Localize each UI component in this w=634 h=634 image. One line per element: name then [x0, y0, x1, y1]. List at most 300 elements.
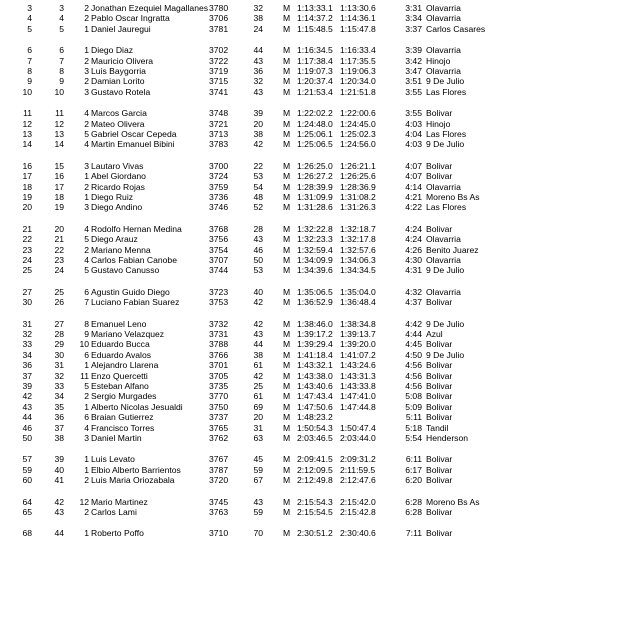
runner-city: Olavarria	[426, 234, 461, 245]
gun-time: 1:26:27.2	[297, 171, 333, 182]
result-row	[0, 297, 634, 308]
runner-name: Damian Lorito	[91, 76, 145, 87]
runner-sex: M	[283, 370, 291, 381]
pace: 3:37	[405, 23, 422, 34]
pace: 3:34	[405, 13, 422, 24]
runner-age: 38	[253, 13, 263, 24]
net-time: 1:50:47.4	[340, 422, 376, 433]
overall-position: 25	[22, 265, 32, 276]
gender-position: 13	[54, 129, 64, 139]
result-row	[0, 24, 634, 35]
runner-sex: M	[283, 244, 291, 255]
net-time: 1:32:57.6	[340, 244, 376, 255]
runner-city: Tandil	[426, 422, 449, 433]
runner-city: Bolivar	[426, 412, 453, 423]
runner-name: Jonathan Ezequiel Magallanes	[91, 3, 209, 13]
runner-sex: M	[283, 360, 291, 371]
runner-city: Henderson	[426, 433, 469, 443]
bib-number: 3710	[209, 528, 229, 539]
pace: 3:51	[405, 76, 422, 87]
category-position: 2	[84, 475, 89, 486]
net-time: 1:22:00.6	[340, 108, 376, 119]
net-time: 1:13:30.6	[340, 3, 376, 13]
gun-time: 1:16:34.5	[297, 45, 333, 56]
bib-number: 3715	[209, 76, 229, 87]
category-position: 2	[84, 181, 89, 192]
category-position: 4	[84, 108, 89, 119]
runner-city: Bolivar	[426, 507, 453, 517]
gun-time: 1:43:40.6	[297, 381, 333, 391]
category-position: 7	[84, 297, 89, 308]
runner-age: 38	[253, 129, 263, 139]
runner-city: 9 De Julio	[426, 318, 465, 329]
gun-time: 1:34:09.9	[297, 255, 333, 265]
runner-age: 69	[253, 401, 263, 412]
runner-name: Diego Ruiz	[91, 192, 134, 202]
net-time: 1:36:48.4	[340, 297, 376, 308]
category-position: 1	[84, 454, 89, 465]
pace: 4:30	[405, 255, 422, 265]
net-time: 2:12:47.6	[340, 475, 376, 486]
category-position: 8	[84, 318, 89, 329]
runner-sex: M	[283, 160, 291, 171]
result-row	[0, 171, 634, 182]
net-time: 1:47:41.0	[340, 391, 376, 402]
bib-number: 3765	[209, 422, 229, 433]
gun-time: 1:35:06.5	[297, 286, 333, 297]
result-row	[0, 192, 634, 203]
gender-position: 25	[54, 286, 64, 297]
result-row	[0, 371, 634, 382]
category-position: 5	[84, 234, 89, 245]
runner-sex: M	[283, 475, 291, 486]
runner-city: 9 De Julio	[426, 139, 465, 150]
gender-position: 24	[54, 265, 64, 276]
gun-time: 1:28:39.9	[297, 181, 333, 192]
category-position: 5	[84, 265, 89, 276]
runner-age: 52	[253, 202, 263, 213]
overall-position: 46	[22, 422, 32, 433]
net-time: 1:43:24.6	[340, 360, 376, 371]
gender-position: 33	[54, 381, 64, 391]
runner-age: 42	[253, 297, 263, 308]
gender-position: 10	[54, 86, 64, 97]
category-position: 4	[84, 422, 89, 433]
gun-time: 1:34:39.6	[297, 265, 333, 276]
runner-name: Carlos Lami	[91, 507, 137, 517]
runner-name: Eduardo Avalos	[91, 349, 152, 360]
runner-name: Enzo Quercetti	[91, 370, 148, 381]
gun-time: 1:32:22.8	[297, 223, 333, 234]
runner-sex: M	[283, 181, 291, 192]
runner-sex: M	[283, 286, 291, 297]
bib-number: 3707	[209, 255, 229, 265]
pace: 5:09	[405, 401, 422, 412]
gender-position: 22	[54, 244, 64, 255]
bib-number: 3741	[209, 86, 229, 97]
runner-city: Olavarria	[426, 255, 461, 265]
runner-age: 31	[253, 422, 263, 433]
runner-age: 42	[253, 318, 263, 329]
gun-time: 2:09:41.5	[297, 454, 333, 465]
net-time: 2:03:44.0	[340, 433, 376, 443]
category-position: 1	[84, 401, 89, 412]
result-row	[0, 412, 634, 423]
runner-age: 25	[253, 381, 263, 391]
gun-time: 1:32:23.3	[297, 234, 333, 245]
result-row	[0, 255, 634, 266]
gender-position: 31	[54, 360, 64, 371]
runner-name: Lautaro Vivas	[91, 160, 144, 171]
runner-sex: M	[283, 265, 291, 276]
gun-time: 1:17:38.4	[297, 55, 333, 66]
category-position: 11	[80, 370, 89, 381]
category-position: 1	[84, 23, 89, 34]
net-time: 1:14:36.1	[340, 13, 376, 24]
gun-time: 1:38:46.0	[297, 318, 333, 329]
pace: 5:18	[405, 422, 422, 433]
net-time: 1:34:06.3	[340, 255, 376, 265]
runner-city: Moreno Bs As	[426, 496, 480, 507]
runner-sex: M	[283, 297, 291, 308]
runner-name: Luis Baygorria	[91, 66, 146, 76]
pace: 4:32	[405, 286, 422, 297]
runner-name: Gustavo Rotela	[91, 86, 151, 97]
gender-position: 42	[54, 496, 64, 507]
runner-name: Martin Emanuel Bibini	[91, 139, 175, 150]
runner-city: Bolivar	[426, 381, 453, 391]
runner-sex: M	[283, 139, 291, 150]
runner-name: Luis Maria Oriozabala	[91, 475, 175, 486]
result-row	[0, 3, 634, 14]
gun-time: 1:21:53.4	[297, 86, 333, 97]
result-row	[0, 287, 634, 298]
runner-name: Gabriel Oscar Cepeda	[91, 129, 177, 139]
category-position: 1	[84, 528, 89, 539]
overall-position: 50	[22, 433, 32, 443]
net-time: 2:30:40.6	[340, 528, 376, 539]
gun-time: 1:47:43.4	[297, 391, 333, 402]
pace: 4:56	[405, 370, 422, 381]
bib-number: 3780	[209, 3, 229, 13]
net-time: 1:38:34.8	[340, 318, 376, 329]
runner-name: Elbio Alberto Barrientos	[91, 464, 181, 475]
overall-position: 59	[22, 464, 32, 475]
pace: 6:11	[405, 454, 422, 465]
gun-time: 1:36:52.9	[297, 297, 333, 308]
overall-position: 33	[22, 339, 32, 350]
category-position: 3	[84, 86, 89, 97]
pace: 4:07	[405, 171, 422, 182]
bib-number: 3713	[209, 129, 229, 139]
net-time: 1:47:44.8	[340, 401, 376, 412]
runner-name: Daniel Jauregui	[91, 23, 151, 34]
runner-age: 61	[253, 391, 263, 402]
overall-position: 21	[22, 223, 32, 234]
gun-time: 1:39:17.2	[297, 329, 333, 339]
category-position: 1	[84, 360, 89, 371]
gender-position: 41	[54, 475, 64, 486]
gender-position: 9	[59, 76, 64, 87]
bib-number: 3763	[209, 507, 229, 517]
pace: 4:50	[405, 349, 422, 360]
category-position: 12	[79, 496, 89, 507]
runner-city: 9 De Julio	[426, 76, 465, 87]
result-row	[0, 433, 634, 444]
runner-sex: M	[283, 318, 291, 329]
gender-position: 17	[54, 181, 64, 192]
runner-city: Olavarria	[426, 181, 461, 192]
gender-position: 43	[54, 507, 64, 517]
bib-number: 3781	[209, 23, 229, 34]
result-row	[0, 381, 634, 392]
net-time: 1:21:51.8	[340, 86, 376, 97]
runner-age: 22	[253, 160, 263, 171]
runner-name: Roberto Poffo	[91, 528, 144, 539]
runner-sex: M	[283, 255, 291, 265]
net-time: 2:09:31.2	[340, 454, 376, 465]
runner-age: 53	[253, 265, 263, 276]
pace: 4:03	[405, 118, 422, 129]
runner-sex: M	[283, 464, 291, 475]
gender-position: 30	[54, 349, 64, 360]
runner-age: 20	[253, 118, 263, 129]
runner-city: Hinojo	[426, 118, 451, 129]
net-time: 1:24:45.0	[340, 118, 376, 129]
runner-name: Esteban Alfano	[91, 381, 149, 391]
gun-time: 1:13:33.1	[297, 3, 333, 13]
runner-name: Marcos Garcia	[91, 108, 147, 119]
gun-time: 1:32:59.4	[297, 244, 333, 255]
overall-position: 42	[22, 391, 32, 402]
bib-number: 3767	[209, 454, 229, 465]
runner-age: 48	[253, 192, 263, 202]
pace: 4:56	[405, 381, 422, 391]
bib-number: 3762	[209, 433, 229, 443]
bib-number: 3705	[209, 370, 229, 381]
runner-city: Las Flores	[426, 86, 467, 97]
runner-age: 36	[253, 66, 263, 76]
result-row	[0, 339, 634, 350]
runner-name: Alejandro Llarena	[91, 360, 159, 371]
pace: 7:11	[405, 528, 422, 539]
runner-age: 42	[253, 370, 263, 381]
gender-position: 19	[54, 202, 64, 213]
bib-number: 3756	[209, 234, 229, 245]
runner-sex: M	[283, 202, 291, 213]
pace: 6:20	[405, 475, 422, 486]
overall-position: 16	[22, 160, 32, 171]
overall-position: 14	[22, 139, 32, 150]
category-position: 4	[84, 223, 89, 234]
pace: 4:24	[405, 234, 422, 245]
bib-number: 3702	[209, 45, 229, 56]
gender-position: 11	[55, 108, 64, 119]
pace: 5:11	[405, 412, 422, 423]
runner-city: Las Flores	[426, 202, 467, 213]
result-row	[0, 360, 634, 371]
gun-time: 1:47:50.6	[297, 401, 333, 412]
gender-position: 44	[54, 528, 64, 539]
runner-age: 39	[253, 108, 263, 119]
category-position: 3	[84, 160, 89, 171]
runner-city: Olavarria	[426, 13, 461, 24]
result-row	[0, 528, 634, 539]
net-time: 1:26:21.1	[340, 160, 376, 171]
overall-position: 11	[23, 108, 32, 119]
pace: 4:26	[405, 244, 422, 255]
runner-city: 9 De Julio	[426, 349, 465, 360]
runner-sex: M	[283, 23, 291, 34]
runner-sex: M	[283, 339, 291, 350]
pace: 6:28	[405, 507, 422, 517]
runner-age: 32	[253, 3, 263, 13]
runner-age: 50	[253, 255, 263, 265]
overall-position: 30	[22, 297, 32, 308]
gender-position: 7	[59, 55, 64, 66]
gender-position: 37	[54, 422, 64, 433]
runner-sex: M	[283, 86, 291, 97]
gender-position: 28	[54, 329, 64, 339]
bib-number: 3748	[209, 108, 229, 119]
result-row	[0, 161, 634, 172]
gender-position: 8	[59, 66, 64, 76]
runner-age: 28	[253, 223, 263, 234]
result-row	[0, 497, 634, 508]
pace: 3:42	[405, 55, 422, 66]
result-row	[0, 13, 634, 24]
pace: 3:55	[405, 86, 422, 97]
gender-position: 40	[54, 464, 64, 475]
overall-position: 57	[22, 454, 32, 465]
result-row	[0, 108, 634, 119]
gun-time: 1:25:06.5	[297, 139, 333, 150]
runner-age: 43	[253, 55, 263, 66]
runner-city: Bolivar	[426, 108, 453, 119]
runner-name: Abel Giordano	[91, 171, 146, 182]
result-row	[0, 319, 634, 330]
bib-number: 3737	[209, 412, 229, 423]
result-row	[0, 245, 634, 256]
category-position: 2	[84, 76, 89, 87]
overall-position: 65	[22, 507, 32, 517]
runner-city: Bolivar	[426, 464, 453, 475]
overall-position: 18	[22, 181, 32, 192]
category-position: 3	[84, 433, 89, 443]
pace: 6:28	[405, 496, 422, 507]
bib-number: 3724	[209, 171, 229, 182]
runner-city: Las Flores	[426, 129, 467, 139]
runner-sex: M	[283, 401, 291, 412]
bib-number: 3701	[209, 360, 229, 371]
runner-city: Olavarria	[426, 45, 461, 56]
gender-position: 34	[54, 391, 64, 402]
runner-city: Bolivar	[426, 391, 453, 402]
result-row	[0, 224, 634, 235]
category-position: 2	[84, 13, 89, 24]
runner-sex: M	[283, 13, 291, 24]
bib-number: 3753	[209, 297, 229, 308]
category-position: 2	[84, 3, 89, 13]
runner-sex: M	[283, 55, 291, 66]
runner-sex: M	[283, 381, 291, 391]
runner-age: 59	[253, 464, 263, 475]
gun-time: 2:12:49.8	[297, 475, 333, 486]
net-time: 1:39:20.0	[340, 339, 376, 350]
runner-sex: M	[283, 171, 291, 182]
pace: 3:39	[405, 45, 422, 56]
gender-position: 23	[54, 255, 64, 265]
runner-age: 63	[253, 433, 263, 443]
runner-sex: M	[283, 329, 291, 339]
net-time: 1:17:35.5	[340, 55, 376, 66]
runner-name: Sergio Murgades	[91, 391, 157, 402]
bib-number: 3720	[209, 475, 229, 486]
runner-name: Daniel Martin	[91, 433, 142, 443]
category-position: 1	[84, 171, 89, 182]
runner-city: Bolivar	[426, 360, 453, 371]
runner-sex: M	[283, 422, 291, 433]
pace: 4:03	[405, 139, 422, 150]
overall-position: 43	[22, 401, 32, 412]
gender-position: 38	[54, 433, 64, 443]
runner-age: 67	[253, 475, 263, 486]
gun-time: 2:15:54.5	[297, 507, 333, 517]
result-row	[0, 265, 634, 276]
net-time: 1:31:26.3	[340, 202, 376, 213]
pace: 4:56	[405, 360, 422, 371]
runner-city: Bolivar	[426, 370, 453, 381]
gender-position: 5	[59, 23, 64, 34]
runner-city: Carlos Casares	[426, 23, 486, 34]
gender-position: 14	[54, 139, 64, 150]
runner-name: Mauricio Olivera	[91, 55, 154, 66]
runner-sex: M	[283, 412, 291, 423]
net-time: 2:15:42.8	[340, 507, 376, 517]
runner-city: Olavarria	[426, 66, 461, 76]
runner-city: Benito Juarez	[426, 244, 479, 255]
bib-number: 3719	[209, 66, 229, 76]
category-position: 9	[84, 329, 89, 339]
runner-name: Ricardo Rojas	[91, 181, 145, 192]
runner-age: 54	[253, 181, 263, 192]
pace: 5:08	[405, 391, 422, 402]
pace: 4:44	[405, 329, 422, 339]
result-row	[0, 182, 634, 193]
pace: 3:31	[405, 3, 422, 13]
result-row	[0, 45, 634, 56]
gender-position: 3	[59, 3, 64, 13]
overall-position: 5	[27, 23, 32, 34]
category-position: 6	[84, 349, 89, 360]
bib-number: 3768	[209, 223, 229, 234]
category-position: 1	[84, 192, 89, 202]
runner-city: Bolivar	[426, 160, 453, 171]
overall-position: 68	[22, 528, 32, 539]
result-row	[0, 66, 634, 77]
net-time: 1:32:17.8	[340, 234, 376, 245]
bib-number: 3722	[209, 55, 229, 66]
bib-number: 3783	[209, 139, 229, 150]
category-position: 2	[84, 391, 89, 402]
gun-time: 1:19:07.3	[297, 66, 333, 76]
bib-number: 3746	[209, 202, 229, 213]
gender-position: 20	[54, 223, 64, 234]
runner-sex: M	[283, 192, 291, 202]
gender-position: 16	[54, 171, 64, 182]
result-row	[0, 402, 634, 413]
net-time: 1:26:25.6	[340, 171, 376, 182]
